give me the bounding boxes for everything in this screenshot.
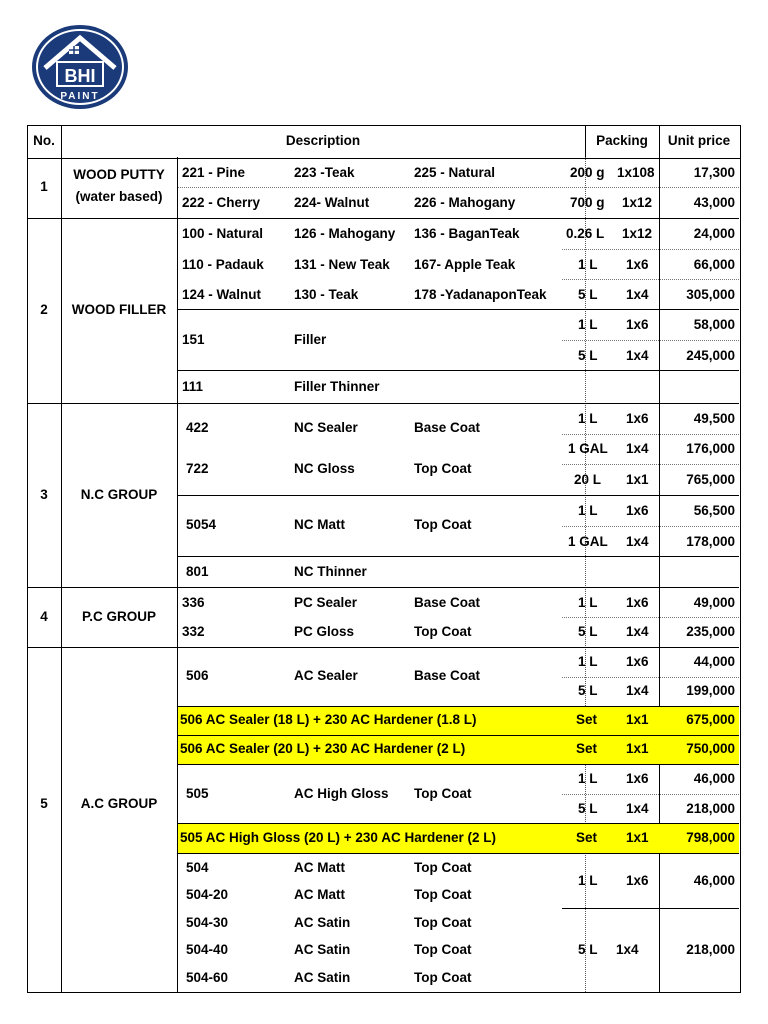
color-item: 100 - Natural <box>182 226 264 241</box>
color-item: 136 - BaganTeak <box>414 226 520 241</box>
set-description: 505 AC High Gloss (20 L) + 230 AC Hardener (2 L) <box>180 830 496 845</box>
color-item: 221 - Pine <box>182 165 246 180</box>
pack-qty: 1x1 <box>626 741 649 756</box>
pack-size: 5 L <box>578 624 598 639</box>
product-name: AC High Gloss <box>294 786 389 801</box>
set-description: 506 AC Sealer (18 L) + 230 AC Hardener (1.8 L) <box>180 712 477 727</box>
pack-qty: 1x6 <box>626 654 649 669</box>
pack-qty: 1x6 <box>626 873 649 888</box>
pack-size: 1 L <box>578 595 598 610</box>
header-description: Description <box>285 133 361 148</box>
unit-price: 765,000 <box>686 472 735 487</box>
unit-price: 43,000 <box>693 195 735 210</box>
product-name: AC Satin <box>294 915 351 930</box>
header-unit-price: Unit price <box>667 133 731 148</box>
color-item: 131 - New Teak <box>294 257 390 272</box>
color-item: 222 - Cherry <box>182 195 261 210</box>
product-name: NC Sealer <box>294 420 358 435</box>
pack-qty: 1x12 <box>622 226 653 241</box>
unit-price: 17,300 <box>693 165 735 180</box>
coat-type: Top Coat <box>414 887 472 902</box>
pack-qty: 1x6 <box>626 257 649 272</box>
unit-price: 675,000 <box>686 712 735 727</box>
product-name: PC Gloss <box>294 624 355 639</box>
product-code: 504-20 <box>186 887 229 902</box>
product-name: AC Satin <box>294 970 351 985</box>
product-code: 332 <box>182 624 205 639</box>
pack-size: 700 g <box>570 195 605 210</box>
pack-size: 1 L <box>578 503 598 518</box>
group-name: P.C GROUP <box>81 609 157 624</box>
pack-qty: 1x4 <box>626 287 649 302</box>
pack-size: Set <box>576 712 598 727</box>
unit-price: 56,500 <box>693 503 735 518</box>
coat-type: Top Coat <box>414 786 472 801</box>
color-item: 167- Apple Teak <box>414 257 516 272</box>
header-no: No. <box>33 133 55 148</box>
pack-qty: 1x4 <box>626 801 649 816</box>
pack-qty: 1x1 <box>626 472 649 487</box>
color-item: 226 - Mahogany <box>414 195 516 210</box>
color-item: 225 - Natural <box>414 165 496 180</box>
unit-price: 66,000 <box>693 257 735 272</box>
logo-text-paint: PAINT <box>60 91 100 102</box>
pack-qty: 1x4 <box>626 624 649 639</box>
unit-price: 218,000 <box>686 942 735 957</box>
product-name: AC Matt <box>294 860 345 875</box>
coat-type: Top Coat <box>414 860 472 875</box>
bhi-paint-logo <box>31 24 129 110</box>
group-name: WOOD FILLER <box>71 302 167 317</box>
unit-price: 46,000 <box>693 771 735 786</box>
color-item: 126 - Mahogany <box>294 226 396 241</box>
product-code: 151 <box>182 332 205 347</box>
coat-type: Top Coat <box>414 942 472 957</box>
coat-type: Top Coat <box>414 517 472 532</box>
group-name: A.C GROUP <box>80 796 158 811</box>
product-name: AC Matt <box>294 887 345 902</box>
pack-qty: 1x4 <box>626 683 649 698</box>
product-code: 336 <box>182 595 205 610</box>
product-name: AC Satin <box>294 942 351 957</box>
coat-type: Base Coat <box>414 595 481 610</box>
set-description: 506 AC Sealer (20 L) + 230 AC Hardener (2 L) <box>180 741 466 756</box>
unit-price: 58,000 <box>693 317 735 332</box>
pack-size: 1 L <box>578 771 598 786</box>
pack-size: 1 L <box>578 654 598 669</box>
color-item: 224- Walnut <box>294 195 370 210</box>
pack-qty: 1x6 <box>626 411 649 426</box>
pack-qty: 1x1 <box>626 712 649 727</box>
unit-price: 176,000 <box>686 441 735 456</box>
pack-size: 0.26 L <box>566 226 605 241</box>
unit-price: 798,000 <box>686 830 735 845</box>
pack-qty: 1x12 <box>622 195 653 210</box>
product-code: 422 <box>186 420 209 435</box>
color-item: 223 -Teak <box>294 165 355 180</box>
pack-size: 5 L <box>578 683 598 698</box>
unit-price: 245,000 <box>686 348 735 363</box>
group-number: 3 <box>40 487 48 502</box>
product-name: NC Matt <box>294 517 345 532</box>
pack-size: 1 L <box>578 411 598 426</box>
coat-type: Top Coat <box>414 915 472 930</box>
unit-price: 178,000 <box>686 534 735 549</box>
group-name: WOOD PUTTY <box>73 167 165 182</box>
pack-qty: 1x108 <box>617 165 655 180</box>
pack-size: Set <box>576 741 598 756</box>
product-code: 111 <box>182 379 204 394</box>
group-number: 2 <box>40 302 48 317</box>
pack-size: 5 L <box>578 942 598 957</box>
group-name: N.C GROUP <box>80 487 158 502</box>
color-item: 178 -YadanaponTeak <box>414 287 547 302</box>
coat-type: Top Coat <box>414 970 472 985</box>
group-number: 1 <box>40 179 48 194</box>
product-name: AC Sealer <box>294 668 358 683</box>
unit-price: 24,000 <box>693 226 735 241</box>
product-code: 504 <box>186 860 209 875</box>
header-packing: Packing <box>596 133 648 148</box>
product-name: Filler <box>294 332 327 347</box>
pack-qty: 1x6 <box>626 503 649 518</box>
product-name: Filler Thinner <box>294 379 380 394</box>
coat-type: Top Coat <box>414 624 472 639</box>
color-item: 130 - Teak <box>294 287 359 302</box>
color-item: 110 - Padauk <box>182 257 264 272</box>
pack-size: 1 L <box>578 257 598 272</box>
unit-price: 49,000 <box>693 595 735 610</box>
product-code: 506 <box>186 668 209 683</box>
unit-price: 750,000 <box>686 741 735 756</box>
pack-size: 5 L <box>578 287 598 302</box>
pack-qty: 1x1 <box>626 830 649 845</box>
group-number: 4 <box>40 609 48 624</box>
logo-text-bhi: BHI <box>64 66 96 86</box>
pack-size: 20 L <box>574 472 602 487</box>
price-table <box>27 157 741 993</box>
coat-type: Top Coat <box>414 461 472 476</box>
unit-price: 235,000 <box>686 624 735 639</box>
pack-size: 1 L <box>578 317 598 332</box>
coat-type: Base Coat <box>414 420 481 435</box>
unit-price: 218,000 <box>686 801 735 816</box>
product-code: 505 <box>186 786 209 801</box>
product-name: NC Gloss <box>294 461 355 476</box>
product-code: 504-40 <box>186 942 229 957</box>
color-item: 124 - Walnut <box>182 287 262 302</box>
group-name-sub: (water based) <box>75 189 163 204</box>
product-code: 504-60 <box>186 970 229 985</box>
pack-size: 5 L <box>578 801 598 816</box>
pack-qty: 1x4 <box>626 348 649 363</box>
pack-size: 1 GAL <box>568 441 608 456</box>
product-code: 5054 <box>186 517 217 532</box>
pack-size: 5 L <box>578 348 598 363</box>
pack-size: 1 L <box>578 873 598 888</box>
group-number: 5 <box>40 796 48 811</box>
coat-type: Base Coat <box>414 668 481 683</box>
pack-size: Set <box>576 830 598 845</box>
pack-qty: 1x4 <box>626 534 649 549</box>
product-code: 801 <box>186 564 209 579</box>
unit-price: 46,000 <box>693 873 735 888</box>
pack-qty: 1x6 <box>626 595 649 610</box>
unit-price: 305,000 <box>686 287 735 302</box>
product-code: 504-30 <box>186 915 229 930</box>
product-code: 722 <box>186 461 209 476</box>
pack-qty: 1x6 <box>626 317 649 332</box>
pack-qty: 1x4 <box>626 441 649 456</box>
product-name: PC Sealer <box>294 595 358 610</box>
pack-qty: 1x4 <box>616 942 639 957</box>
pack-size: 200 g <box>570 165 605 180</box>
unit-price: 199,000 <box>686 683 735 698</box>
pack-size: 1 GAL <box>568 534 608 549</box>
unit-price: 49,500 <box>693 411 735 426</box>
product-name: NC Thinner <box>294 564 367 579</box>
unit-price: 44,000 <box>693 654 735 669</box>
pack-qty: 1x6 <box>626 771 649 786</box>
